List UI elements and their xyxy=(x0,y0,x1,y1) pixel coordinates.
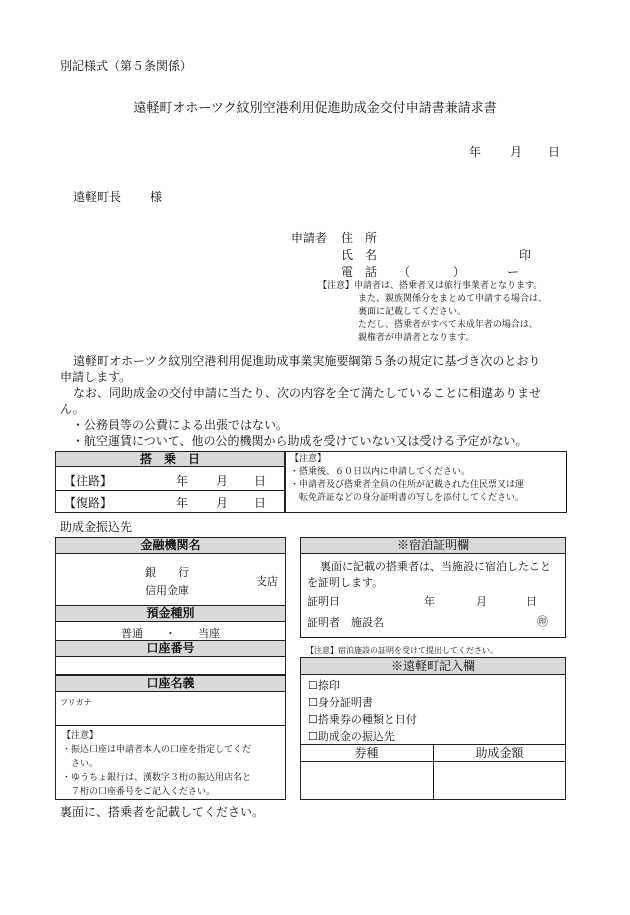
return-month: 月 xyxy=(216,496,229,510)
credit-union-label: 信用金庫 xyxy=(145,584,189,597)
boarding-note-line: 転免許証などの身分証明書の写しを添付してください。 xyxy=(299,493,525,503)
para2-line2: ん。 xyxy=(60,402,85,416)
phone-label: 電 話 xyxy=(341,265,378,279)
seal-icon: ㊞ xyxy=(537,615,548,628)
para1-line2: 申請します。 xyxy=(60,370,132,384)
checkbox-id[interactable]: ☐身分証明書 xyxy=(308,696,373,709)
outbound-year: 年 xyxy=(176,474,189,488)
deposit-types: 普通 ・ 当座 xyxy=(121,627,220,640)
para2-line1: なお、同助成金の交付申請に当たり、次の内容を全て満たしていることに相違ありませ xyxy=(73,386,542,400)
cert-month: 月 xyxy=(476,595,487,608)
divider xyxy=(55,725,286,726)
certifier-label: 証明者 施設名 xyxy=(307,616,384,629)
phone-paren-close: ） xyxy=(453,265,466,279)
checkbox-ticket[interactable]: ☐搭乗券の種類と日付 xyxy=(308,713,417,726)
seal-mark: 印 xyxy=(519,248,532,262)
return-label: 【復路】 xyxy=(64,496,113,510)
bank-note-line: ・振込口座は申請者本人の口座を指定してくだ xyxy=(62,745,252,755)
lodging-note: 【注意】宿泊施設の証明を受けて提出してください。 xyxy=(306,646,498,655)
honorific: 様 xyxy=(150,190,163,204)
bank-note-line: ７桁の口座番号をご記入ください。 xyxy=(71,787,216,797)
institution-header-text: 金融機関名 xyxy=(140,538,201,552)
applicant-note-line: 裏面に記載してください。 xyxy=(358,307,467,317)
date-month: 月 xyxy=(510,145,523,159)
account-name-header-text: 口座名義 xyxy=(146,676,195,690)
form-label: 別記様式（第５条関係） xyxy=(60,59,193,73)
lodging-text-line2: を証明します。 xyxy=(307,576,384,589)
applicant-note-line: また、親族関係分をまとめて申請する場合は、 xyxy=(358,294,548,304)
bullet-2: ・航空運賃について、他の公的機関から助成を受けていない又は受ける予定がない。 xyxy=(72,434,528,448)
boarding-note-line: ・申請者及び搭乗者全員の住所が記載された住民票又は運 xyxy=(290,480,525,490)
divider xyxy=(55,490,285,491)
phone-dash: ー xyxy=(507,265,520,279)
cert-year: 年 xyxy=(424,595,435,608)
para1-line1: 遠軽町オホーツク紋別空港利用促進助成事業実施要綱第５条の規定に基づき次のとおり xyxy=(73,354,541,368)
outbound-month: 月 xyxy=(216,474,229,488)
town-use-header-text: ※遠軽町記入欄 xyxy=(390,659,475,673)
bank-notes-title: 【注意】 xyxy=(62,731,99,741)
return-day: 日 xyxy=(254,496,267,510)
applicant-label: 申請者 xyxy=(291,231,328,245)
applicant-note-line: 【注意】申請者は、搭乗者又は旅行事業者となります。 xyxy=(318,281,543,291)
bank-label: 銀 行 xyxy=(145,566,189,579)
phone-paren-open: （ xyxy=(398,265,411,279)
bank-note-line: さい。 xyxy=(71,759,99,769)
footer-note: 裏面に、搭乗者を記載してください。 xyxy=(60,805,265,819)
account-number-header-text: 口座番号 xyxy=(146,641,195,655)
applicant-note-line: ただし、搭乗者がすべて未成年者の場合は、 xyxy=(358,320,538,330)
boarding-note-line: ・搭乗後、６０日以内に申請してください。 xyxy=(290,467,471,477)
checkbox-seal[interactable]: ☐捺印 xyxy=(308,679,340,692)
body-text xyxy=(60,353,580,449)
name-label: 氏 名 xyxy=(341,248,378,262)
address-label: 住 所 xyxy=(341,231,378,245)
addressee: 遠軽町長 xyxy=(73,190,122,204)
deposit-type-header-text: 預金種別 xyxy=(146,606,195,620)
outbound-day: 日 xyxy=(254,474,267,488)
branch-label: 支店 xyxy=(256,575,278,588)
town-use-checklist xyxy=(308,677,417,745)
bank-section-title: 助成金振込先 xyxy=(60,520,133,534)
lodging-header-text: ※宿泊証明欄 xyxy=(396,538,469,552)
cert-day: 日 xyxy=(526,595,537,608)
bank-notes xyxy=(62,729,251,799)
checkbox-bank[interactable]: ☐助成金の振込先 xyxy=(308,730,395,743)
date-day: 日 xyxy=(548,145,561,159)
page-title: 遠軽町オホーツク紋別空港利用促進助成金交付申請書兼請求書 xyxy=(133,101,497,116)
boarding-header-text: 搭 乗 日 xyxy=(139,452,200,466)
boarding-notes-title: 【注意】 xyxy=(290,454,327,464)
furigana-label: フリガナ xyxy=(60,698,92,707)
col-ticket-type: 券種 xyxy=(354,746,379,760)
cert-date-label: 証明日 xyxy=(307,595,340,608)
date-year: 年 xyxy=(469,145,482,159)
lodging-text-line1: 裏面に記載の搭乗者は、当施設に宿泊したこと xyxy=(320,560,551,573)
bullet-1: ・公務員等の公費による出張ではない。 xyxy=(72,418,289,432)
col-subsidy-amount: 助成金額 xyxy=(475,746,524,760)
boarding-notes xyxy=(290,453,524,505)
bank-note-line: ・ゆうちょ銀行は、漢数字３桁の振込用店名と xyxy=(62,773,252,783)
return-year: 年 xyxy=(176,496,189,510)
outbound-label: 【往路】 xyxy=(64,474,113,488)
applicant-notes xyxy=(318,280,547,345)
applicant-note-line: 親権者が申請者となります。 xyxy=(358,333,475,343)
